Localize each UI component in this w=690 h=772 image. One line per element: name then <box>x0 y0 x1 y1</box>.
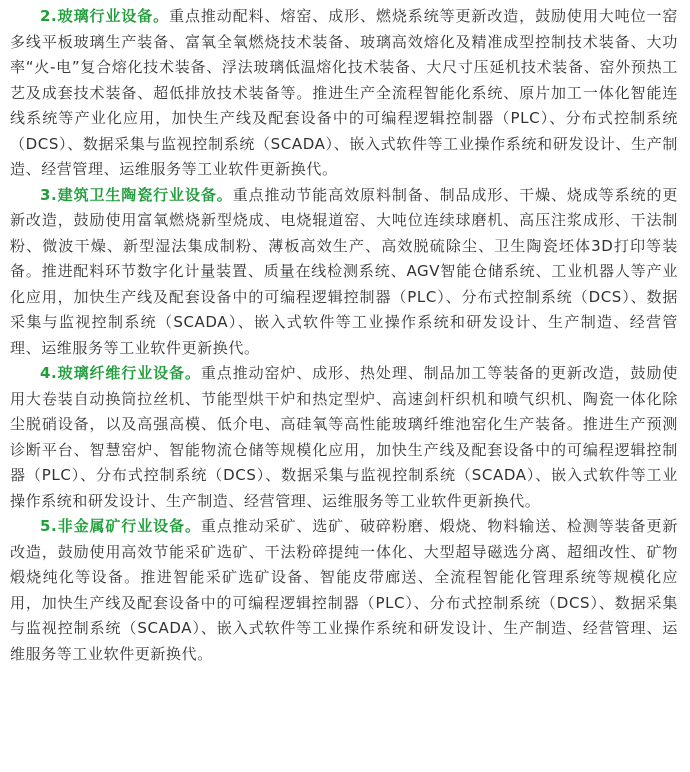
section-heading: 4.玻璃纤维行业设备。 <box>40 364 201 382</box>
section-text: 重点推动窑炉、成形、热处理、制品加工等装备的更新改造，鼓励使用大卷装自动换筒拉丝机、节能型烘干炉和热定型炉、高速剑杆织机和喷气织机、陶瓷一体化除尘脱硝设备，以及高强高模、低介电、高硅氧等高性能玻璃纤维池窑化生产装备。推进生产预测诊断平台、智慧窑炉、智能物流仓储等规模化应用，加快生产线及配套设备中的可编程逻辑控制器（PLC）、分布式控制系统（DCS）、数据采集与监视控制系统（SCADA）、嵌入式软件等工业操作系统和研发设计、生产制造、经营管理、运维服务等工业软件更新换代。 <box>10 364 678 510</box>
section-heading: 2.玻璃行业设备。 <box>40 7 170 25</box>
section-text: 重点推动采矿、选矿、破碎粉磨、煅烧、物料输送、检测等装备更新改造，鼓励使用高效节能采矿选矿、干法粉碎提纯一体化、大型超导磁选分离、超细改性、矿物煅烧纯化等设备。推进智能采矿选矿设备、智能皮带廊送、全流程智能化管理系统等规模化应用，加快生产线及配套设备中的可编程逻辑控制器（PLC）、分布式控制系统（DCS）、数据采集与监视控制系统（SCADA）、嵌入式软件等工业操作系统和研发设计、生产制造、经营管理、运维服务等工业软件更新换代。 <box>10 517 678 663</box>
section-glass-equipment <box>10 4 678 183</box>
section-heading: 3.建筑卫生陶瓷行业设备。 <box>40 185 233 204</box>
section-ceramics-equipment <box>10 183 678 362</box>
section-nonmetal-mineral-equipment <box>10 514 678 667</box>
section-heading: 5.非金属矿行业设备。 <box>40 517 201 535</box>
section-text: 重点推动配料、熔窑、成形、燃烧系统等更新改造，鼓励使用大吨位一窑多线平板玻璃生产装备、富氧全氧燃烧技术装备、玻璃高效熔化及精准成型控制技术装备、大功率“火-电”复合熔化技术装备、浮法玻璃低温熔化技术装备、大尺寸压延机技术装备、窑外预热工艺及成套技术装备、超低排放技术装备等。推进生产全流程智能化系统、原片加工一体化智能连线系统等产业化应用，加快生产线及配套设备中的可编程逻辑控制器（PLC）、分布式控制系统（DCS）、数据采集与监视控制系统（SCADA）、嵌入式软件等工业操作系统和研发设计、生产制造、经营管理、运维服务等工业软件更新换代。 <box>10 7 679 178</box>
section-text: 重点推动节能高效原料制备、制品成形、干燥、烧成等系统的更新改造，鼓励使用富氧燃烧新型烧成、电烧辊道窑、大吨位连续球磨机、高压注浆成形、干法制粉、微波干燥、新型湿法集成制粉、薄板高效生产、高效脱硫除尘、卫生陶瓷坯体3D打印等装备。推进配料环节数字化计量装置、质量在线检测系统、AGV智能仓储系统、工业机器人等产业化应用，加快生产线及配套设备中的可编程逻辑控制器（PLC）、分布式控制系统（DCS）、数据采集与监视控制系统（SCADA）、嵌入式软件等工业操作系统和研发设计、生产制造、经营管理、运维服务等工业软件更新换代。 <box>10 185 679 357</box>
section-glass-fiber-equipment <box>10 361 678 514</box>
